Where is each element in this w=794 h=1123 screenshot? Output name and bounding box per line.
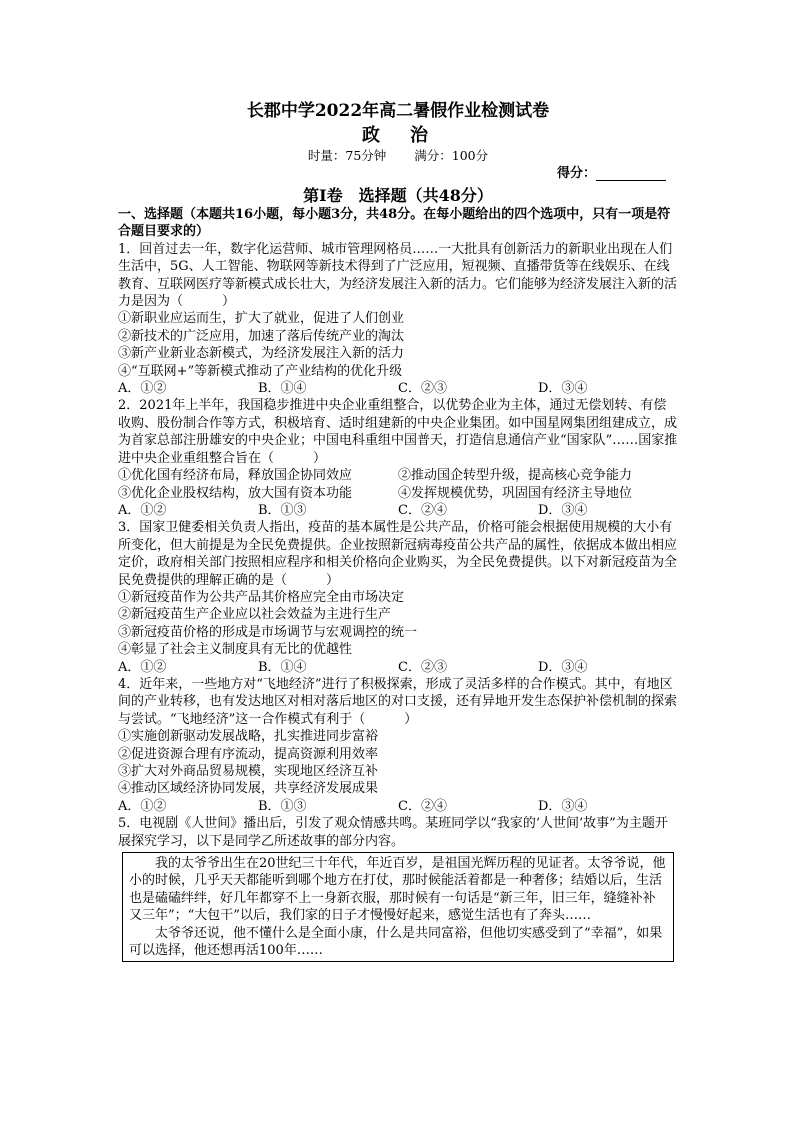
q2-item: ②推动国企转型升级，提高核心竞争能力	[398, 468, 633, 484]
choice[interactable]: B．①④	[258, 659, 307, 675]
score-label: 得分：	[556, 166, 596, 181]
choice[interactable]: A．①②	[118, 659, 167, 675]
q1-item: ③新产业新业态新模式，为经济发展注入新的活力	[118, 346, 405, 362]
section-title: 第Ⅰ卷 选择题（共48分）	[303, 186, 493, 205]
full-score: 满分：100分	[414, 148, 489, 163]
choice[interactable]: D．③④	[538, 659, 588, 675]
choice[interactable]: A．①②	[118, 502, 167, 518]
choice[interactable]: C．②④	[398, 502, 447, 518]
q1-item: ④“互联网+”等新模式推动了产业结构的优化升级	[118, 363, 403, 379]
q1-item: ②新技术的广泛应用，加速了落后传统产业的淘汰	[118, 328, 405, 344]
choice[interactable]: A．①②	[118, 798, 167, 814]
choice[interactable]: D．③④	[538, 502, 588, 518]
choice[interactable]: C．②③	[398, 381, 447, 397]
q3-item: ①新冠疫苗作为公共产品其价格应完全由市场决定	[118, 589, 405, 605]
q2-items-row	[118, 485, 678, 502]
choice[interactable]: B．①③	[258, 798, 307, 814]
story-paragraph: 太爷爷还说，他不懂什么是全面小康，什么是共同富裕，但他切实感受到了“幸福”，如果可以选择，他还想再活100年……	[129, 925, 663, 959]
section-instruction: 一、选择题（本题共16小题，每小题3分，共48分。在每小题给出的四个选项中，只有一项是符合题目要求的）	[118, 207, 671, 240]
q5-stem: 5．电视剧《人世间》播出后，引发了观众情感共鸣。某班同学以“我家的‘人世间’故事”为主题开展探究学习，以下是同学乙所述故事的部分内容。	[118, 816, 668, 849]
choice[interactable]: D．③④	[538, 381, 588, 397]
exam-title: 长郡中学2022年高二暑假作业检测试卷	[246, 101, 550, 121]
q3-item: ④彰显了社会主义制度具有无比的优越性	[118, 642, 353, 658]
q4-item: ④推动区域经济协同发展，共享经济发展成果	[118, 781, 379, 797]
q2-item: ③优化企业股权结构，放大国有资本功能	[118, 485, 353, 501]
q3-choices	[118, 659, 678, 676]
choice[interactable]: B．①③	[258, 502, 307, 518]
q1-choices	[118, 380, 678, 397]
q3-item: ②新冠疫苗生产企业应以社会效益为主进行生产	[118, 607, 392, 623]
q4-choices	[118, 798, 678, 815]
q4-item: ①实施创新驱动发展战略，扎实推进同步富裕	[118, 729, 379, 745]
q4-stem: 4．近年来，一些地方对“飞地经济”进行了积极探索，形成了灵活多样的合作模式。其中，有地区间的产业转移，也有发达地区对相对落后地区的对口支援，还有异地开发生态保护补偿机制的探索与尝试。“飞地经济”这一合作模式有利于（ ）	[118, 676, 678, 727]
story-box	[122, 852, 674, 962]
q2-item: ①优化国有经济布局，释放国企协同效应	[118, 468, 353, 484]
q2-items-row	[118, 467, 678, 484]
questions	[118, 206, 678, 962]
q1-item: ①新职业应运而生，扩大了就业，促进了人们创业	[118, 311, 405, 327]
story-paragraph: 我的太爷爷出生在20世纪三十年代，年近百岁，是祖国光辉历程的见证者。太爷爷说，他小的时候，几乎天天都能听到哪个地方在打仗，那时候能活着都是一种奢侈；结婚以后，生活也是磕磕绊绊，好几年都穿不上一身新衣服，那时候有一句话是“新三年，旧三年，缝缝补补又三年”；“大包干”以后，我们家的日子才慢慢好起来，感觉生活也有了奔头……	[129, 856, 666, 924]
score-blank[interactable]	[596, 168, 666, 181]
q2-choices	[118, 502, 678, 519]
choice[interactable]: A．①②	[118, 381, 167, 397]
time-limit: 时量：75分钟	[307, 148, 387, 163]
q3-item: ③新冠疫苗价格的形成是市场调节与宏观调控的统一	[118, 624, 418, 640]
q4-item: ③扩大对外商品贸易规模，实现地区经济互补	[118, 764, 379, 779]
choice[interactable]: B．①④	[258, 381, 307, 397]
subject-title: 政 治	[362, 125, 434, 146]
choice[interactable]: C．②③	[398, 659, 447, 675]
q2-stem: 2．2021年上半年，我国稳步推进中央企业重组整合，以优势企业为主体，通过无偿划转、有偿收购、股份制合作等方式，积极培育、适时组建新的中央企业集团。如中国星网集团组建成立，成为首家总部注册雄安的中央企业；中国电科重组中国普天，打造信息通信产业“国家队”……国家推进中央企业重组整合旨在（ ）	[118, 398, 678, 466]
choice[interactable]: D．③④	[538, 798, 588, 814]
q2-item: ④发挥规模优势，巩固国有经济主导地位	[398, 485, 633, 501]
q3-stem: 3．国家卫健委相关负责人指出，疫苗的基本属性是公共产品，价格可能会根据使用规模的大小有所变化，但大前提是为全民免费提供。企业按照新冠病毒疫苗公共产品的属性，依据成本做出相应定价，政府相关部门按照相应程序和相关价格向企业购买，为全民免费提供。以下对新冠疫苗为全民免费提供的理解正确的是（ ）	[118, 520, 678, 588]
q4-item: ②促进资源合理有序流动，提高资源利用效率	[118, 746, 379, 762]
choice[interactable]: C．②④	[398, 798, 447, 814]
q1-stem: 1．回首过去一年，数字化运营师、城市管理网格员……一大批具有创新活力的新职业出现在人们生活中，5G、人工智能、物联网等新技术得到了广泛应用，短视频、直播带货等在线娱乐、在线教育、互联网医疗等新模式成长壮大，为经济发展注入新的活力。它们能够为经济发展注入新的活力是因为（ ）	[118, 241, 678, 310]
score-field	[557, 162, 666, 181]
